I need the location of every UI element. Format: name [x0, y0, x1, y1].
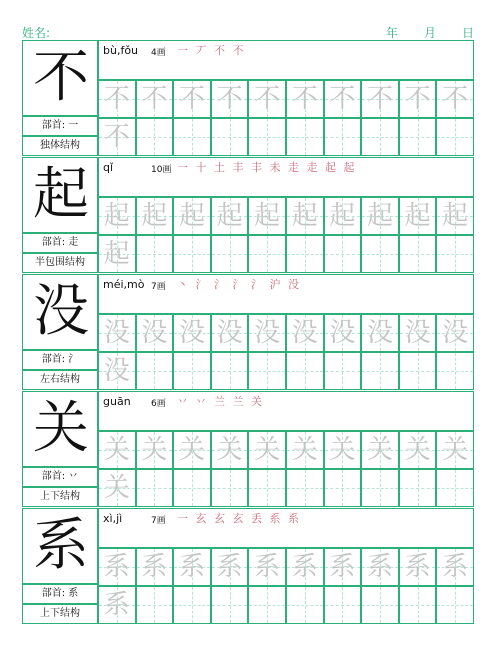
practice-cell[interactable]	[211, 314, 249, 352]
practice-cell[interactable]	[248, 586, 286, 624]
stroke-order: 丷 丷 兰 兰 关	[177, 395, 264, 408]
stroke-count: 4画	[151, 48, 166, 58]
practice-cell[interactable]	[98, 197, 136, 235]
practice-cell[interactable]	[211, 197, 249, 235]
character-info	[98, 40, 474, 80]
practice-cell[interactable]	[436, 586, 474, 624]
character-info	[98, 508, 474, 548]
date-fields	[360, 24, 474, 41]
practice-cell[interactable]	[136, 469, 174, 507]
pinyin: xì,jì	[103, 512, 123, 525]
practice-cell[interactable]	[324, 80, 362, 118]
trace-character: 系	[103, 552, 130, 582]
practice-cell[interactable]	[286, 235, 324, 273]
pinyin: qǐ	[103, 161, 114, 174]
stroke-order: 一 十 土 丰 丰 未 走 走 起 起	[177, 161, 357, 174]
practice-cell[interactable]	[324, 352, 362, 390]
trace-character: 不	[103, 122, 130, 152]
practice-cell[interactable]	[361, 314, 399, 352]
trace-character: 起	[103, 239, 130, 269]
practice-cell[interactable]	[211, 352, 249, 390]
trace-character: 起	[442, 201, 469, 231]
practice-cell[interactable]	[436, 469, 474, 507]
practice-cell[interactable]	[324, 235, 362, 273]
stroke-count: 7画	[151, 282, 166, 292]
practice-cell[interactable]	[436, 548, 474, 586]
trace-character: 没	[178, 318, 205, 348]
stroke-order: 丶 氵 氵 氵 氵 沪 没	[177, 278, 301, 291]
practice-cell[interactable]	[324, 469, 362, 507]
trace-character: 不	[103, 84, 130, 114]
practice-cell[interactable]	[98, 352, 136, 390]
pinyin: guān	[103, 395, 131, 408]
practice-cell[interactable]	[136, 314, 174, 352]
trace-character: 起	[366, 201, 393, 231]
structure-label: 上下结构	[22, 604, 98, 624]
trace-character: 起	[103, 201, 130, 231]
practice-cell[interactable]	[211, 469, 249, 507]
practice-cell[interactable]	[211, 235, 249, 273]
practice-cell[interactable]	[173, 469, 211, 507]
trace-character: 起	[141, 201, 168, 231]
practice-cell[interactable]	[361, 235, 399, 273]
practice-cell[interactable]	[98, 235, 136, 273]
trace-character: 系	[442, 552, 469, 582]
practice-cell[interactable]	[248, 469, 286, 507]
trace-character: 关	[329, 435, 356, 465]
practice-cell[interactable]	[361, 118, 399, 156]
trace-character: 关	[366, 435, 393, 465]
practice-cell[interactable]	[211, 80, 249, 118]
practice-cell[interactable]	[173, 197, 211, 235]
trace-character: 系	[103, 590, 130, 620]
trace-character: 系	[178, 552, 205, 582]
practice-cell[interactable]	[399, 118, 437, 156]
character-info	[98, 391, 474, 431]
practice-cell[interactable]	[98, 118, 136, 156]
practice-cell[interactable]	[399, 352, 437, 390]
practice-cell[interactable]	[399, 586, 437, 624]
trace-character: 不	[291, 84, 318, 114]
trace-character: 关	[141, 435, 168, 465]
trace-character: 没	[254, 318, 281, 348]
character-block	[22, 40, 474, 156]
practice-cell[interactable]	[248, 431, 286, 469]
radical-label: 部首: 一	[22, 116, 98, 136]
character-block	[22, 508, 474, 624]
character-block	[22, 391, 474, 507]
practice-cell[interactable]	[211, 118, 249, 156]
practice-cell[interactable]	[399, 197, 437, 235]
character-info	[98, 274, 474, 314]
trace-character: 没	[404, 318, 431, 348]
practice-cell[interactable]	[361, 197, 399, 235]
practice-cell[interactable]	[286, 469, 324, 507]
practice-cell[interactable]	[399, 431, 437, 469]
trace-character: 起	[291, 201, 318, 231]
practice-cell[interactable]	[286, 197, 324, 235]
name-label: 姓名:	[22, 26, 51, 40]
practice-cell[interactable]	[173, 586, 211, 624]
practice-cell[interactable]	[324, 548, 362, 586]
practice-cell[interactable]	[173, 548, 211, 586]
trace-character: 不	[178, 84, 205, 114]
trace-character: 没	[103, 356, 130, 386]
practice-cell[interactable]	[399, 548, 437, 586]
practice-cell[interactable]	[324, 586, 362, 624]
practice-cell[interactable]	[136, 197, 174, 235]
model-character: 不	[33, 45, 89, 110]
practice-cell[interactable]	[361, 469, 399, 507]
radical-label: 部首: 系	[22, 584, 98, 604]
practice-cell[interactable]	[136, 352, 174, 390]
practice-cell[interactable]	[173, 314, 211, 352]
trace-character: 没	[442, 318, 469, 348]
month-label: 月	[423, 26, 436, 40]
structure-label: 上下结构	[22, 487, 98, 507]
trace-character: 不	[329, 84, 356, 114]
practice-cell[interactable]	[248, 352, 286, 390]
practice-cell[interactable]	[436, 197, 474, 235]
trace-character: 系	[141, 552, 168, 582]
practice-cell[interactable]	[136, 586, 174, 624]
trace-character: 关	[254, 435, 281, 465]
practice-cell[interactable]	[136, 118, 174, 156]
practice-cell[interactable]	[173, 431, 211, 469]
practice-cell[interactable]	[286, 352, 324, 390]
practice-cell[interactable]	[399, 80, 437, 118]
practice-cell[interactable]	[361, 548, 399, 586]
model-character-box	[22, 40, 98, 116]
practice-grid	[98, 548, 474, 624]
trace-character: 不	[442, 84, 469, 114]
trace-character: 没	[291, 318, 318, 348]
practice-cell[interactable]	[324, 118, 362, 156]
model-character: 关	[33, 396, 89, 461]
practice-cell[interactable]	[399, 235, 437, 273]
practice-cell[interactable]	[436, 431, 474, 469]
trace-character: 系	[329, 552, 356, 582]
practice-cell[interactable]	[98, 80, 136, 118]
stroke-count: 7画	[151, 516, 166, 526]
practice-cell[interactable]	[399, 469, 437, 507]
practice-cell[interactable]	[361, 431, 399, 469]
practice-grid	[98, 431, 474, 507]
practice-cell[interactable]	[361, 586, 399, 624]
practice-cell[interactable]	[136, 431, 174, 469]
trace-character: 系	[404, 552, 431, 582]
trace-character: 不	[404, 84, 431, 114]
practice-cell[interactable]	[173, 235, 211, 273]
model-character-box	[22, 274, 98, 350]
structure-label: 左右结构	[22, 370, 98, 390]
practice-cell[interactable]	[324, 314, 362, 352]
trace-character: 不	[366, 84, 393, 114]
trace-character: 起	[329, 201, 356, 231]
practice-cell[interactable]	[136, 548, 174, 586]
radical-label: 部首: 丷	[22, 467, 98, 487]
trace-character: 不	[254, 84, 281, 114]
trace-character: 关	[442, 435, 469, 465]
trace-character: 不	[216, 84, 243, 114]
trace-character: 系	[366, 552, 393, 582]
practice-cell[interactable]	[248, 80, 286, 118]
trace-character: 系	[254, 552, 281, 582]
trace-character: 系	[216, 552, 243, 582]
trace-character: 没	[216, 318, 243, 348]
practice-cell[interactable]	[98, 469, 136, 507]
practice-cell[interactable]	[98, 431, 136, 469]
practice-cell[interactable]	[399, 314, 437, 352]
trace-character: 关	[103, 473, 130, 503]
worksheet-header	[22, 24, 474, 40]
trace-character: 起	[216, 201, 243, 231]
model-character: 系	[33, 513, 89, 578]
practice-cell[interactable]	[173, 80, 211, 118]
practice-cell[interactable]	[286, 586, 324, 624]
structure-label: 半包围结构	[22, 253, 98, 273]
practice-cell[interactable]	[436, 80, 474, 118]
practice-cell[interactable]	[286, 431, 324, 469]
practice-cell[interactable]	[136, 235, 174, 273]
practice-cell[interactable]	[98, 314, 136, 352]
practice-cell[interactable]	[286, 548, 324, 586]
practice-grid	[98, 314, 474, 390]
character-block	[22, 274, 474, 390]
trace-character: 关	[216, 435, 243, 465]
practice-cell[interactable]	[436, 118, 474, 156]
structure-label: 独体结构	[22, 136, 98, 156]
pinyin: méi,mò	[103, 278, 145, 291]
practice-cell[interactable]	[136, 80, 174, 118]
practice-cell[interactable]	[286, 118, 324, 156]
trace-character: 关	[404, 435, 431, 465]
model-character: 没	[33, 279, 89, 344]
radical-label: 部首: 走	[22, 233, 98, 253]
practice-cell[interactable]	[248, 118, 286, 156]
trace-character: 起	[178, 201, 205, 231]
trace-character: 关	[103, 435, 130, 465]
trace-character: 没	[329, 318, 356, 348]
practice-cell[interactable]	[211, 548, 249, 586]
practice-cell[interactable]	[286, 314, 324, 352]
practice-cell[interactable]	[361, 352, 399, 390]
practice-cell[interactable]	[173, 118, 211, 156]
practice-cell[interactable]	[248, 197, 286, 235]
practice-cell[interactable]	[436, 352, 474, 390]
practice-cell[interactable]	[173, 352, 211, 390]
model-character: 起	[33, 162, 89, 227]
practice-grid	[98, 197, 474, 273]
practice-cell[interactable]	[211, 431, 249, 469]
stroke-order: 一 玄 玄 玄 丢 系 系	[177, 512, 301, 525]
year-label: 年	[385, 26, 398, 40]
trace-character: 起	[404, 201, 431, 231]
trace-character: 不	[141, 84, 168, 114]
pinyin: bù,fǒu	[103, 44, 139, 57]
practice-cell[interactable]	[436, 314, 474, 352]
trace-character: 没	[103, 318, 130, 348]
practice-cell[interactable]	[211, 586, 249, 624]
trace-character: 系	[291, 552, 318, 582]
trace-character: 起	[254, 201, 281, 231]
practice-cell[interactable]	[436, 235, 474, 273]
trace-character: 没	[366, 318, 393, 348]
character-info	[98, 157, 474, 197]
practice-cell[interactable]	[324, 431, 362, 469]
model-character-box	[22, 508, 98, 584]
practice-cell[interactable]	[361, 80, 399, 118]
trace-character: 关	[178, 435, 205, 465]
practice-grid	[98, 80, 474, 156]
radical-label: 部首: 氵	[22, 350, 98, 370]
stroke-count: 6画	[151, 399, 166, 409]
practice-cell[interactable]	[98, 586, 136, 624]
practice-cell[interactable]	[98, 548, 136, 586]
trace-character: 没	[141, 318, 168, 348]
character-block	[22, 157, 474, 273]
stroke-count: 10画	[151, 165, 172, 175]
model-character-box	[22, 391, 98, 467]
model-character-box	[22, 157, 98, 233]
practice-cell[interactable]	[286, 80, 324, 118]
stroke-order: 一 丆 不 不	[177, 44, 246, 57]
day-label: 日	[461, 26, 474, 40]
practice-cell[interactable]	[248, 548, 286, 586]
trace-character: 关	[291, 435, 318, 465]
practice-cell[interactable]	[324, 197, 362, 235]
practice-cell[interactable]	[248, 235, 286, 273]
practice-cell[interactable]	[248, 314, 286, 352]
